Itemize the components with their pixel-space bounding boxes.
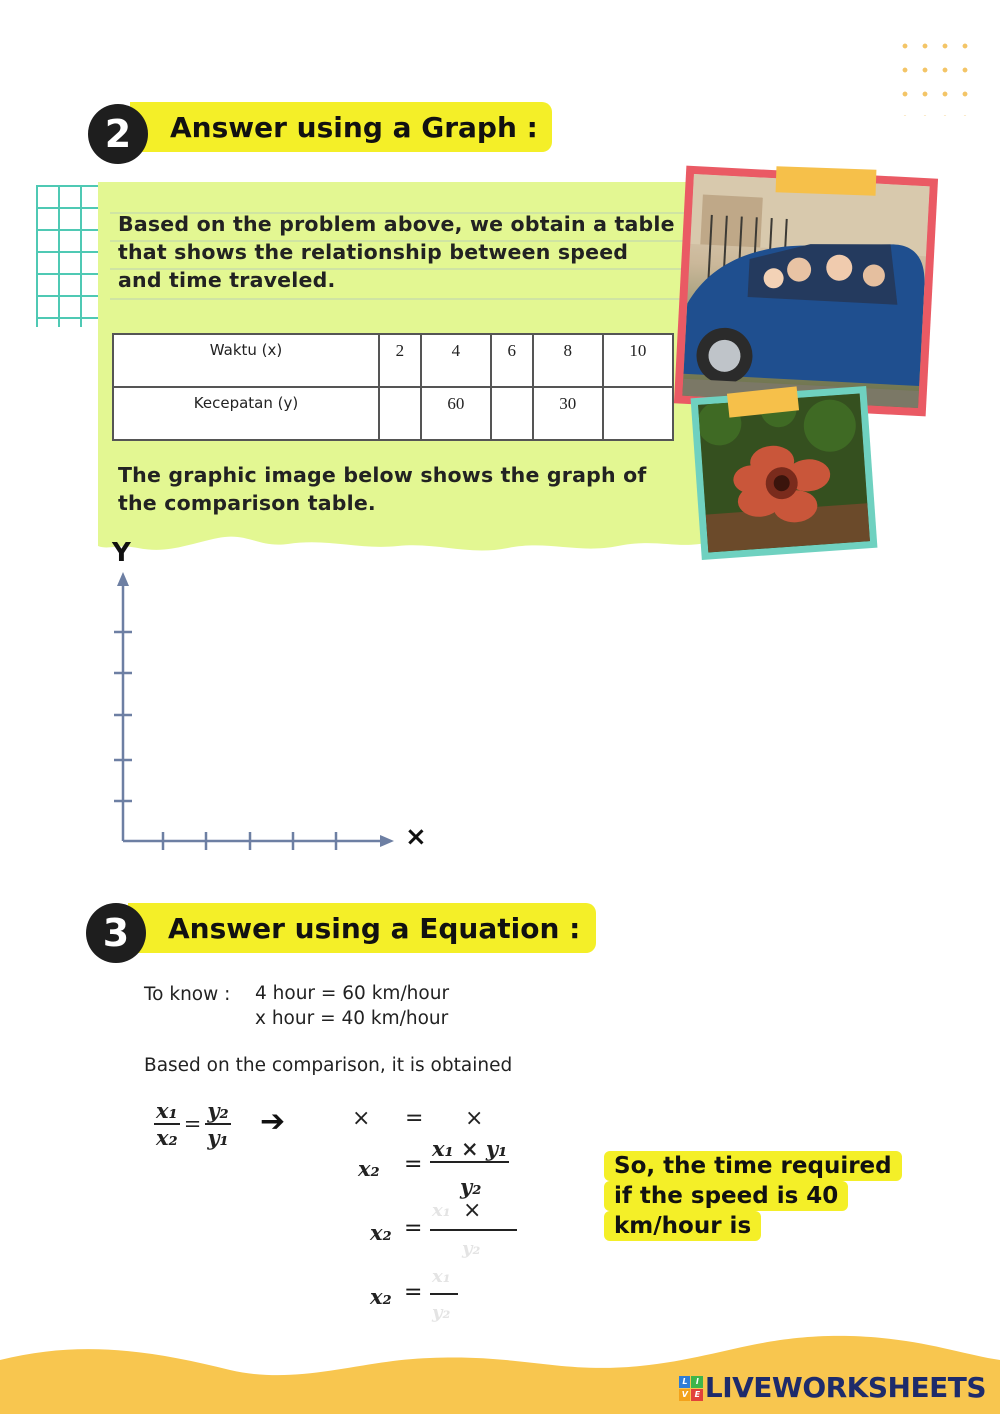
ratio-y2: y₂	[207, 1098, 229, 1123]
comparison-text: Based on the comparison, it is obtained	[144, 1055, 513, 1076]
table-cell: Waktu (x)	[113, 334, 379, 387]
coordinate-axes	[100, 570, 410, 860]
equals-sign: =	[404, 1280, 423, 1305]
x2-symbol: x₂	[358, 1156, 380, 1181]
ratio-equals: =	[183, 1112, 202, 1136]
times-sign: ×	[352, 1106, 371, 1131]
table-cell: 8	[533, 334, 603, 387]
section-3-title-bar	[128, 903, 596, 953]
fraction-bar	[430, 1293, 458, 1295]
table-cell: 2	[379, 334, 421, 387]
table-cell: 4	[421, 334, 491, 387]
car-illustration	[682, 174, 929, 408]
x2-symbol: x₂	[370, 1220, 392, 1245]
table-cell: 10	[603, 334, 673, 387]
equals-sign: =	[405, 1106, 424, 1131]
faded-x1: x₁	[432, 1200, 451, 1221]
family-car-photo	[674, 166, 938, 417]
table-cell: 6	[491, 334, 533, 387]
table-cell: 60	[421, 387, 491, 440]
dots-decoration	[895, 34, 973, 116]
ruled-line	[110, 298, 695, 300]
brand-logo-icon	[679, 1376, 703, 1400]
ratio-x2: x₂	[156, 1125, 178, 1150]
section-3-number: 3	[86, 903, 146, 963]
to-know-line-1: 4 hour = 60 km/hour	[255, 983, 450, 1004]
fraction-bar	[430, 1229, 517, 1231]
table-cell	[603, 387, 673, 440]
brand-name: LIVEWORKSHEETS	[704, 1371, 986, 1404]
section-2-title: Answer using a Graph :	[170, 110, 538, 144]
to-know-label: To know :	[144, 984, 231, 1005]
y-axis-label: Y	[112, 538, 131, 568]
section-3-title: Answer using a Equation :	[168, 911, 581, 945]
times-sign: ×	[465, 1106, 484, 1131]
table-cell	[491, 387, 533, 440]
section-2-number: 2	[88, 104, 148, 164]
table-cell	[379, 387, 421, 440]
logo-letter: V	[679, 1389, 691, 1401]
table-row-time	[113, 334, 673, 387]
table-cell: Kecepatan (y)	[113, 387, 379, 440]
ratio-equation	[154, 1098, 231, 1150]
denominator-y2: y₂	[460, 1174, 482, 1199]
numerator-product: x₁ × y₁	[432, 1136, 508, 1161]
table-row-speed	[113, 387, 673, 440]
logo-letter: L	[679, 1376, 691, 1388]
ratio-y1: y₁	[207, 1125, 229, 1150]
section-2-title-bar	[130, 102, 552, 152]
outro-text: The graphic image below shows the graph of the comparison table.	[118, 463, 647, 515]
logo-letter: I	[691, 1376, 703, 1388]
tape-decoration	[776, 166, 877, 195]
faded-x1: x₁	[432, 1266, 451, 1287]
table-cell: 30	[533, 387, 603, 440]
grid-decoration	[36, 185, 98, 327]
brand-logo	[679, 1371, 986, 1404]
panel-torn-edge	[98, 520, 710, 560]
faded-y2: y₂	[462, 1238, 481, 1259]
answer-callout	[604, 1151, 904, 1241]
ratio-x1: x₁	[156, 1098, 178, 1123]
answer-text: So, the time required if the speed is 40 km/hour is	[604, 1151, 902, 1241]
x2-symbol: x₂	[370, 1284, 392, 1309]
to-know-line-2: x hour = 40 km/hour	[255, 1008, 449, 1029]
equals-sign: =	[404, 1152, 423, 1177]
x-axis-label: ×	[405, 822, 427, 852]
faded-y2: y₂	[432, 1302, 451, 1323]
times-sign: ×	[463, 1198, 482, 1223]
intro-text: Based on the problem above, we obtain a table that shows the relationship between speed and time traveled.	[118, 212, 675, 292]
rafflesia-photo	[691, 386, 878, 560]
equals-sign: =	[404, 1216, 423, 1241]
arrow-icon: ➔	[260, 1104, 286, 1139]
comparison-table	[112, 333, 674, 441]
logo-letter: E	[691, 1389, 703, 1401]
flower-illustration	[698, 394, 870, 553]
